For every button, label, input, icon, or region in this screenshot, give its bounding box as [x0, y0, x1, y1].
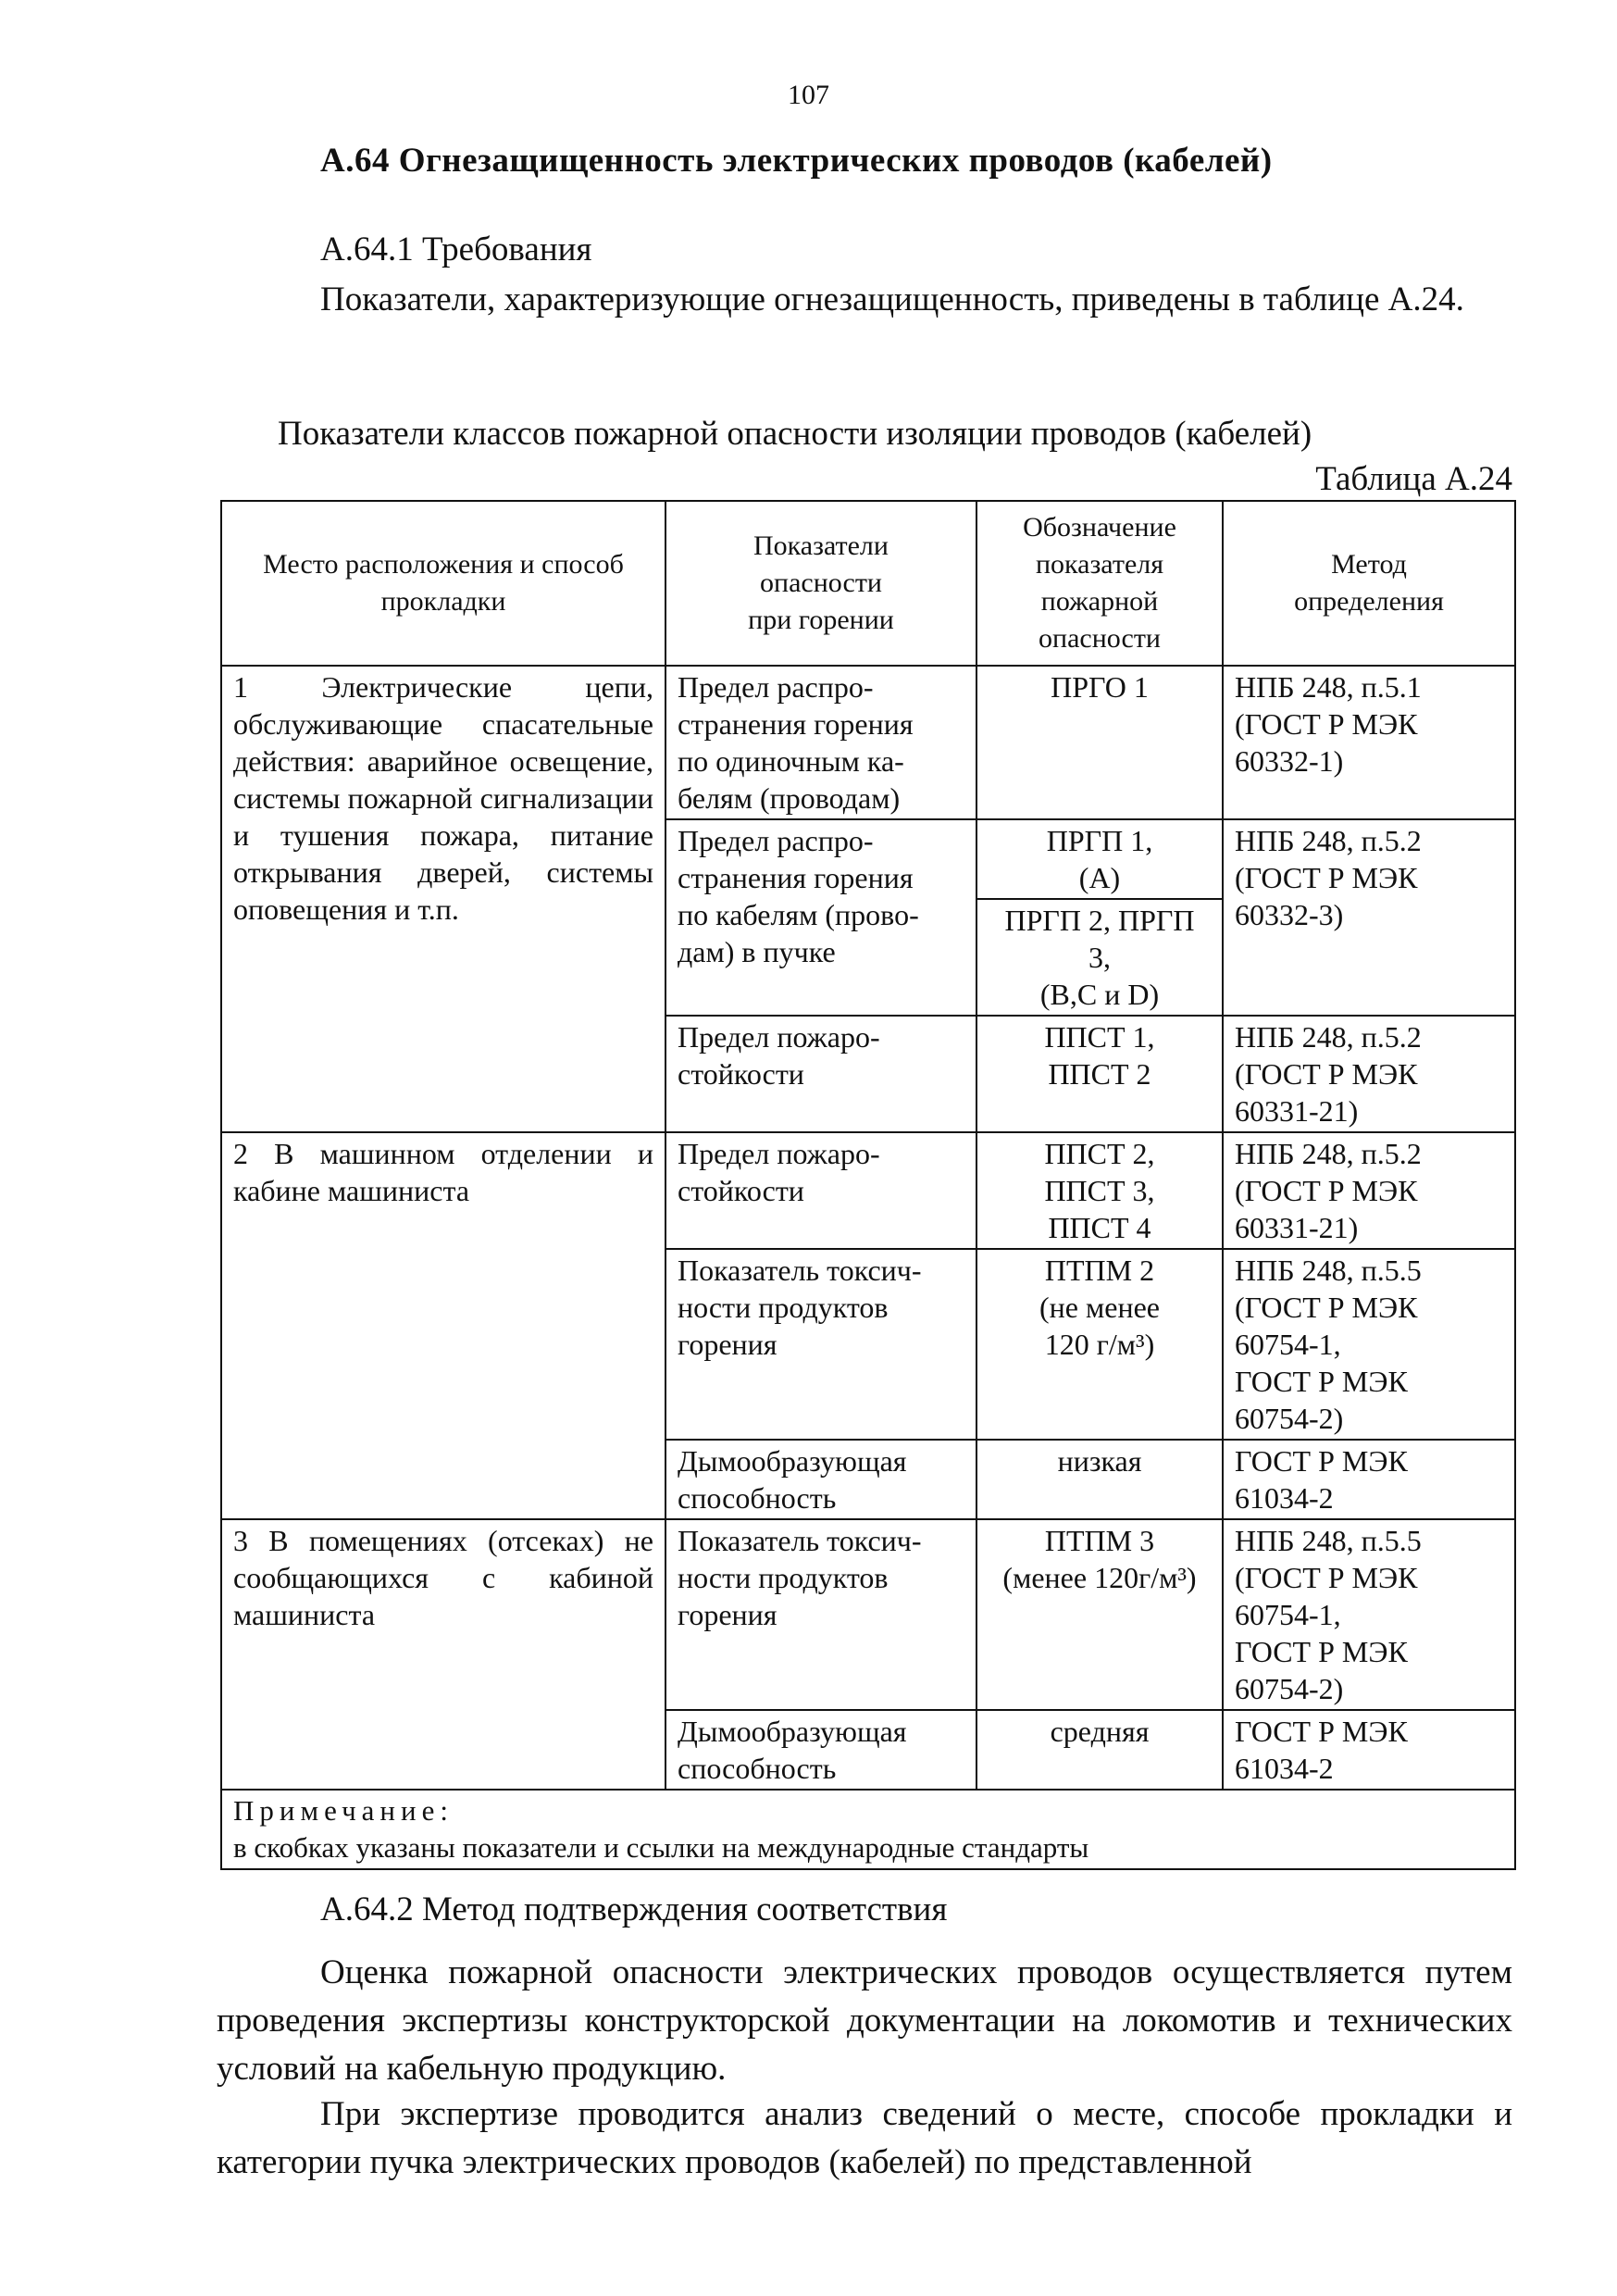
designation-subcell: ПРГП 2, ПРГП 3, (В,С и D) [1004, 904, 1195, 1011]
location-cell: 3 В помещениях (отсеках) не сообщающихся с кабиной машиниста [221, 1519, 665, 1790]
designation-subcell: ПРГП 1, (А) [977, 820, 1222, 900]
designation-cell: ППСТ 2, ППСТ 3, ППСТ 4 [976, 1132, 1223, 1249]
method-cell: НПБ 248, п.5.5 (ГОСТ Р МЭК 60754-1, ГОСТ Р МЭК 60754-2) [1223, 1249, 1515, 1440]
method-cell: НПБ 248, п.5.5 (ГОСТ Р МЭК 60754-1, ГОСТ Р МЭК 60754-2) [1223, 1519, 1515, 1710]
table-row [221, 1519, 1515, 1710]
method-cell: ГОСТ Р МЭК 61034-2 [1223, 1440, 1515, 1519]
table-row [221, 1132, 1515, 1249]
indicator-cell: Показатель токсич- ности продуктов горения [665, 1249, 976, 1440]
method-paragraph-2: При экспертизе проводится анализ сведений о месте, способе прокладки и категории пучка электрических проводов (кабелей) по представленной [217, 2095, 1512, 2181]
page-number: 107 [788, 80, 829, 110]
designation-cell: ПТПМ 2 (не менее 120 г/м³) [976, 1249, 1223, 1440]
method-paragraph-1: Оценка пожарной опасности электрических проводов осуществляется путем проведения экспертизы конструкторской документации на локомотив и технических условий на кабельную продукцию. [217, 1953, 1512, 2088]
indicator-cell: Предел распро- странения горения по одиночным ка- белям (проводам) [665, 666, 976, 819]
note-title: Примечание: [233, 1794, 454, 1827]
indicator-cell: Дымообразующая способность [665, 1440, 976, 1519]
header-method: Метод определения [1223, 501, 1515, 666]
designation-cell [976, 819, 1223, 1016]
indicator-cell: Дымообразующая способность [665, 1710, 976, 1790]
method-cell: НПБ 248, п.5.2 (ГОСТ Р МЭК 60332-3) [1223, 819, 1515, 1016]
indicator-cell: Предел пожаро- стойкости [665, 1132, 976, 1249]
table-number: Таблица А.24 [1315, 460, 1512, 498]
designation-cell: средняя [976, 1710, 1223, 1790]
method-cell: ГОСТ Р МЭК 61034-2 [1223, 1710, 1515, 1790]
table-note-row [221, 1790, 1515, 1869]
header-location: Место расположения и способ прокладки [221, 501, 665, 666]
fire-hazard-table [220, 500, 1516, 1870]
method-cell: НПБ 248, п.5.2 (ГОСТ Р МЭК 60331-21) [1223, 1016, 1515, 1132]
indicator-cell: Показатель токсич- ности продуктов горения [665, 1519, 976, 1710]
designation-cell: низкая [976, 1440, 1223, 1519]
location-cell: 2 В машинном отделении и кабине машиниста [221, 1132, 665, 1519]
subsection-heading-method: А.64.2 Метод подтверждения соответствия [320, 1890, 948, 1928]
table-header-row [221, 501, 1515, 666]
header-indicators: Показатели опасности при горении [665, 501, 976, 666]
table-caption: Показатели классов пожарной опасности изоляции проводов (кабелей) [278, 415, 1312, 453]
designation-cell: ППСТ 1, ППСТ 2 [976, 1016, 1223, 1132]
table-row [221, 666, 1515, 819]
indicator-cell: Предел пожаро- стойкости [665, 1016, 976, 1132]
method-cell: НПБ 248, п.5.2 (ГОСТ Р МЭК 60331-21) [1223, 1132, 1515, 1249]
header-designation: Обозначение показателя пожарной опасности [976, 501, 1223, 666]
section-heading: А.64 Огнезащищенность электрических проводов (кабелей) [320, 142, 1273, 180]
method-cell: НПБ 248, п.5.1 (ГОСТ Р МЭК 60332-1) [1223, 666, 1515, 819]
note-text: в скобках указаны показатели и ссылки на международные стандарты [233, 1831, 1089, 1864]
designation-cell: ПТПМ 3 (менее 120г/м³) [976, 1519, 1223, 1710]
indicator-cell: Предел распро- странения горения по кабелям (прово- дам) в пучке [665, 819, 976, 1016]
subsection-heading-requirements: А.64.1 Требования [320, 231, 592, 268]
requirements-paragraph: Показатели, характеризующие огнезащищенность, приведены в таблице А.24. [320, 281, 1464, 318]
table-note [221, 1790, 1515, 1869]
location-cell: 1 Электрические цепи, обслуживающие спасательные действия: аварийное освещение, системы пожарной сигнализации и тушения пожара, питание открывания дверей, системы оповещения и т.п. [221, 666, 665, 1132]
designation-cell: ПРГО 1 [976, 666, 1223, 819]
